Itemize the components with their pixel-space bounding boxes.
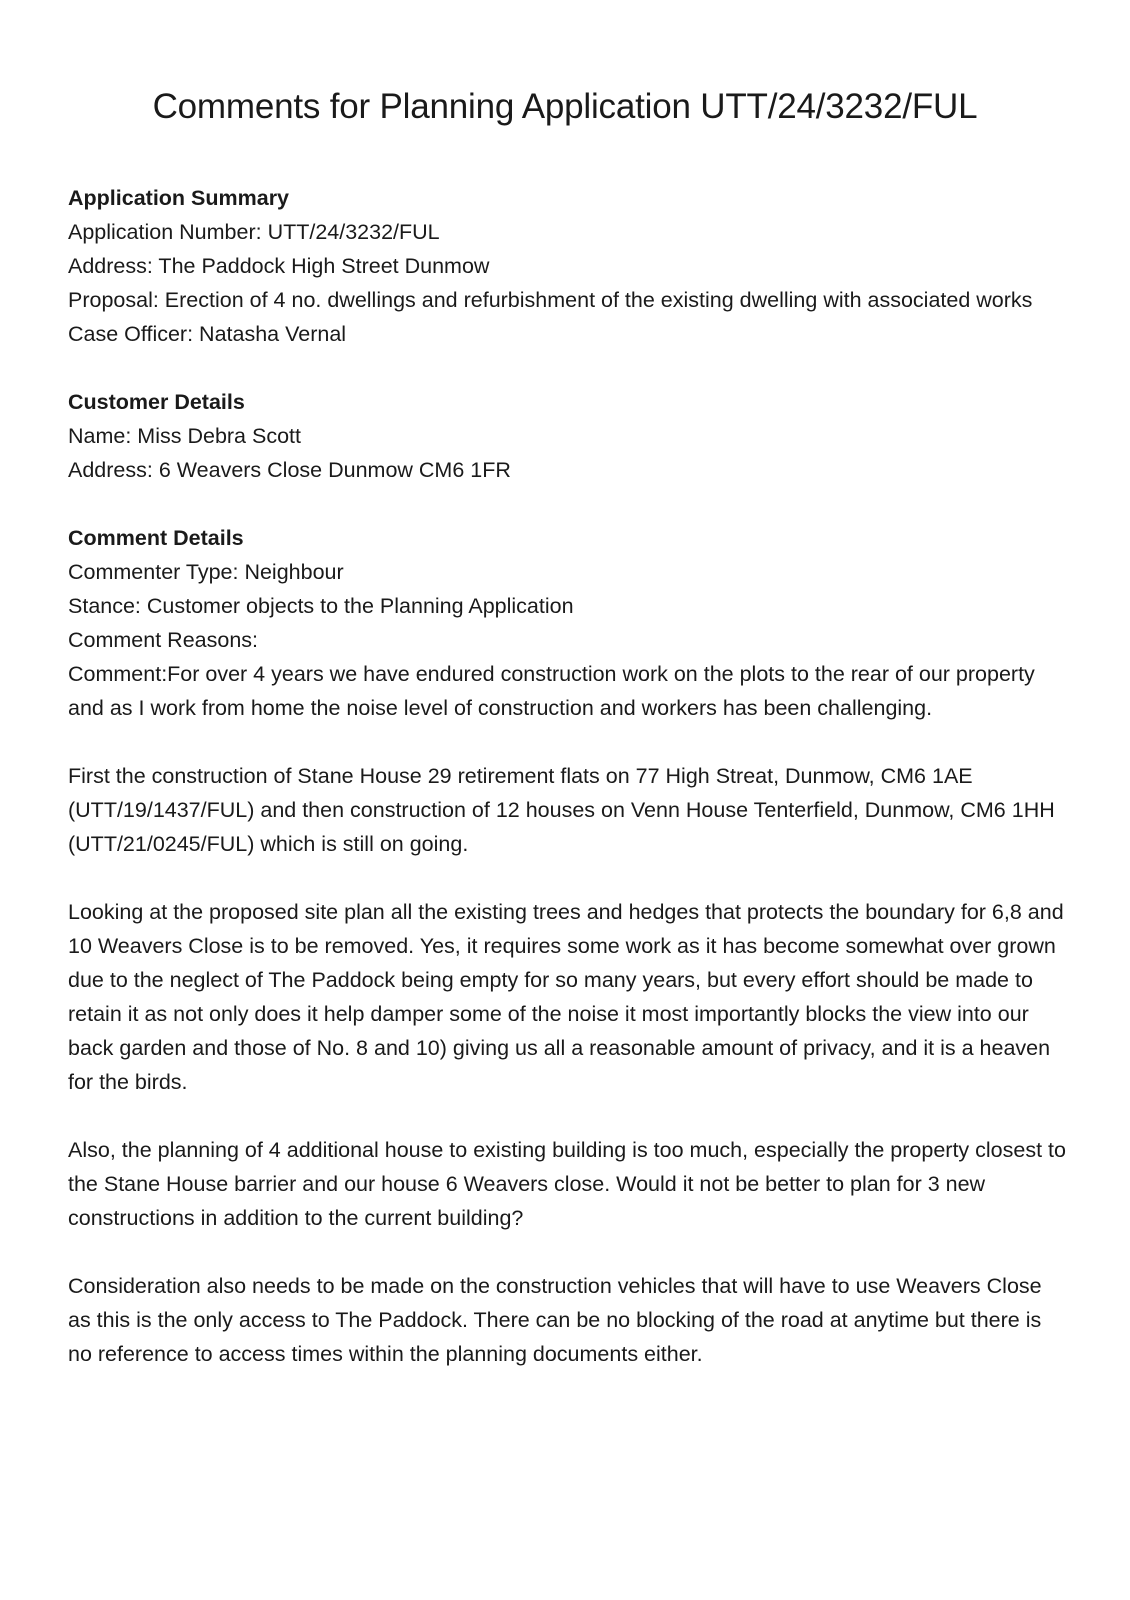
comment-details-heading: Comment Details — [68, 526, 244, 550]
application-address: Address: The Paddock High Street Dunmow — [68, 254, 490, 278]
customer-details-heading: Customer Details — [68, 390, 245, 414]
page-title: Comments for Planning Application UTT/24/3232/FUL — [152, 87, 978, 126]
application-summary-heading: Application Summary — [68, 186, 290, 210]
comment-reasons: Comment Reasons: — [68, 628, 258, 652]
customer-details-section — [68, 385, 1068, 487]
comment-paragraph-1: Comment:For over 4 years we have endured construction work on the plots to the rear of our property and as I work from home the noise level of construction and workers has been challenging. — [68, 662, 1035, 720]
application-summary-section — [68, 181, 1068, 351]
customer-name: Name: Miss Debra Scott — [68, 424, 301, 448]
stance: Stance: Customer objects to the Planning Application — [68, 594, 574, 618]
application-number: Application Number: UTT/24/3232/FUL — [68, 220, 440, 244]
comment-paragraph-2: First the construction of Stane House 29 retirement flats on 77 High Streat, Dunmow, CM6 1AE (UTT/19/1437/FUL) and then construction of 12 houses on Venn House Tenterfield, Dunmow, CM6 1HH (UTT/21/0245/FUL) which is still on going. — [68, 764, 1055, 856]
comment-paragraph-5: Consideration also needs to be made on the construction vehicles that will have to use Weavers Close as this is the only access to The Paddock. There can be no blocking of the road at anytime but there is no reference to access times within the planning documents either. — [68, 1274, 1042, 1366]
document-body — [68, 181, 1068, 1405]
comment-paragraph-3: Looking at the proposed site plan all the existing trees and hedges that protects the boundary for 6,8 and 10 Weavers Close is to be removed. Yes, it requires some work as it has become somewhat over grown due to the neglect of The Paddock being empty for so many years, but every effort should be made to retain it as not only does it help damper some of the noise it most importantly blocks the view into our back garden and those of No. 8 and 10) giving us all a reasonable amount of privacy, and it is a heaven for the birds. — [68, 900, 1064, 1094]
case-officer: Case Officer: Natasha Vernal — [68, 322, 347, 346]
comment-details-section — [68, 521, 1068, 1371]
commenter-type: Commenter Type: Neighbour — [68, 560, 344, 584]
comment-paragraph-4: Also, the planning of 4 additional house to existing building is too much, especially the property closest to the Stane House barrier and our house 6 Weavers close. Would it not be better to plan for 3 new constructions in addition to the current building? — [68, 1138, 1066, 1230]
customer-address: Address: 6 Weavers Close Dunmow CM6 1FR — [68, 458, 511, 482]
application-proposal: Proposal: Erection of 4 no. dwellings and refurbishment of the existing dwelling with associated works — [68, 288, 1033, 312]
